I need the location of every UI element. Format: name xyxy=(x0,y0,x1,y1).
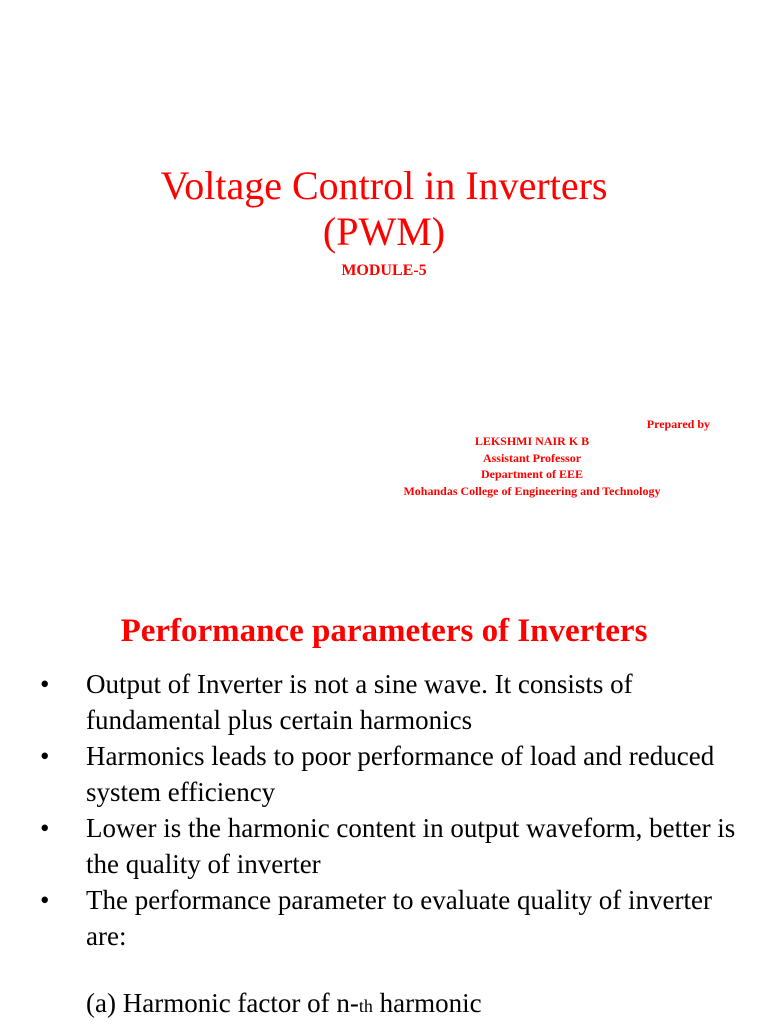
author-position: Assistant Professor xyxy=(482,450,582,465)
list-item xyxy=(40,882,740,954)
bullet-dot: • xyxy=(40,813,50,843)
slide-title-line-2: (PWM) xyxy=(322,209,446,254)
author-institution: Mohandas College of Engineering and Technology xyxy=(403,483,661,498)
slide-heading: Performance parameters of Inverters xyxy=(120,613,648,649)
sub-item-th: th xyxy=(358,996,373,1016)
bullet-text: Harmonics leads to poor performance of load and reduced system efficiency xyxy=(86,741,715,807)
list-item xyxy=(40,738,740,810)
list-item xyxy=(40,810,740,882)
author-name: LEKSHMI NAIR K B xyxy=(474,434,590,448)
bullet-dot: • xyxy=(40,885,50,915)
content-slide xyxy=(0,576,768,1024)
bullet-text: Output of Inverter is not a sine wave. It consists of fundamental plus certain harmonics xyxy=(86,669,633,735)
bullet-text: The performance parameter to evaluate quality of inverter are: xyxy=(86,885,712,951)
author-block xyxy=(382,433,682,499)
slide-title-line-1: Voltage Control in Inverters xyxy=(160,163,608,208)
bullet-text: Lower is the harmonic content in output waveform, better is the quality of inverter xyxy=(86,813,736,879)
module-label: MODULE-5 xyxy=(341,262,427,279)
sub-item-suffix: harmonic xyxy=(372,988,482,1018)
bullet-dot: • xyxy=(40,741,50,771)
sub-item-prefix: (a) Harmonic factor of n- xyxy=(86,988,359,1018)
bullet-dot: • xyxy=(40,669,50,699)
list-item xyxy=(40,666,740,738)
bullet-list xyxy=(40,666,740,954)
author-department: Department of EEE xyxy=(481,467,583,481)
sub-item-harmonic-factor xyxy=(86,985,482,1024)
slide-title xyxy=(0,163,768,255)
prepared-by-label: Prepared by xyxy=(646,417,710,431)
